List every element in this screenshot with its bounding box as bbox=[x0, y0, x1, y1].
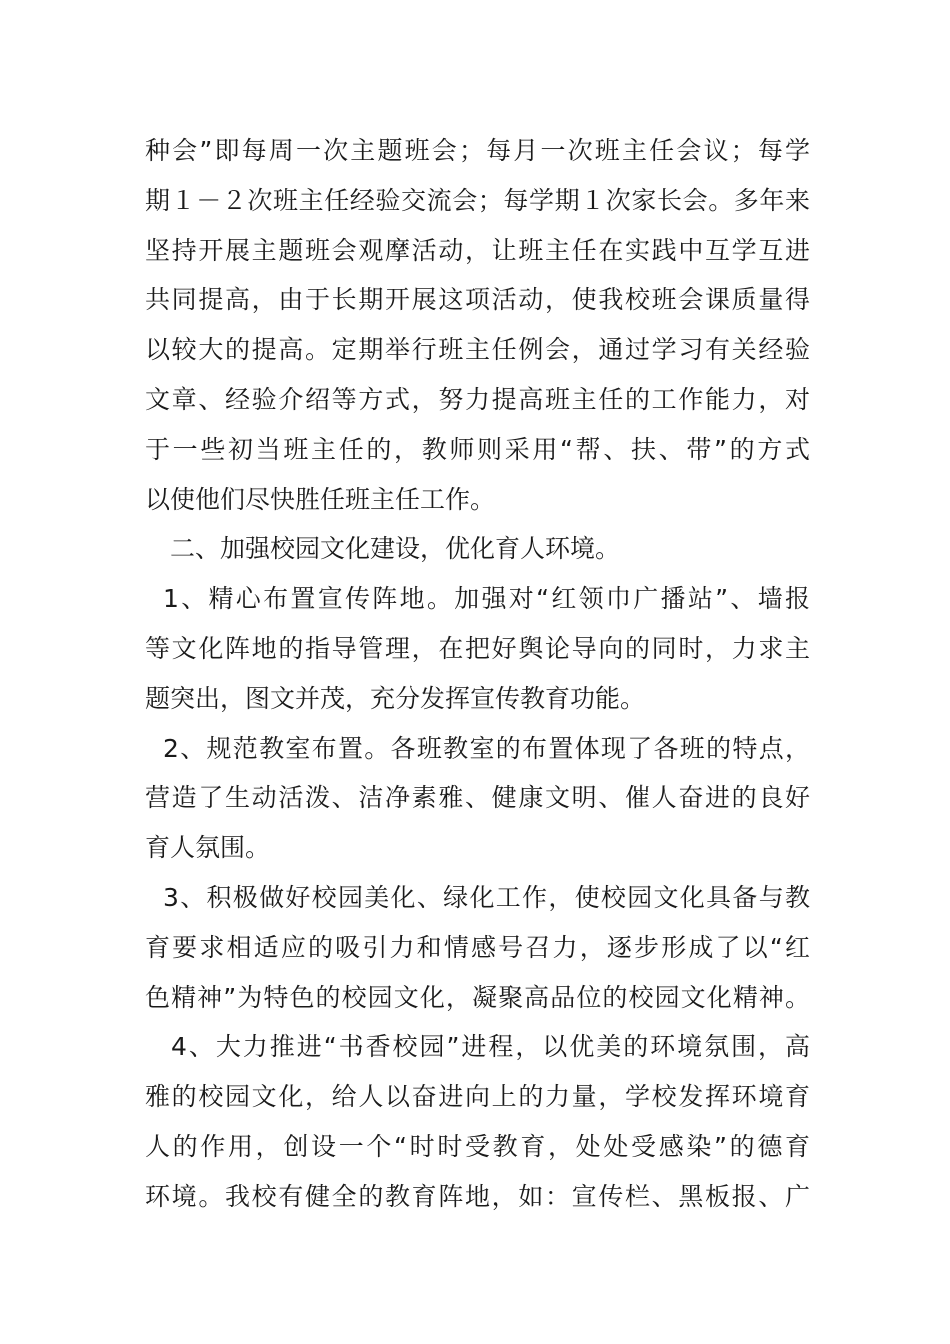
text-line: 人的作用，创设一个“时时受教育，处处受感染”的德育 bbox=[145, 1131, 810, 1161]
text-line: 以较大的提高。定期举行班主任例会，通过学习有关经验 bbox=[145, 335, 810, 365]
text-line: 文章、经验介绍等方式，努力提高班主任的工作能力，对 bbox=[145, 384, 810, 414]
text-line: 等文化阵地的指导管理，在把好舆论导向的同时，力求主 bbox=[145, 633, 810, 663]
document-body bbox=[145, 126, 810, 1222]
text-line: 期１－２次班主任经验交流会；每学期１次家长会。多年来 bbox=[145, 185, 810, 215]
text-line: 共同提高，由于长期开展这项活动，使我校班会课质量得 bbox=[145, 285, 810, 315]
text-line: 育要求相适应的吸引力和情感号召力，逐步形成了以“红 bbox=[145, 932, 810, 962]
text-line: 题突出，图文并茂，充分发挥宣传教育功能。 bbox=[145, 683, 646, 713]
text-line: 育人氛围。 bbox=[145, 833, 271, 863]
text-line: 于一些初当班主任的，教师则采用“帮、扶、带”的方式 bbox=[145, 434, 810, 464]
text-line: 环境。我校有健全的教育阵地，如：宣传栏、黑板报、广 bbox=[145, 1181, 810, 1211]
text-line: 雅的校园文化，给人以奋进向上的力量，学校发挥环境育 bbox=[145, 1082, 810, 1112]
text-line: 3、积极做好校园美化、绿化工作，使校园文化具备与教 bbox=[163, 882, 810, 912]
text-line: 色精神”为特色的校园文化，凝聚高品位的校园文化精神。 bbox=[145, 982, 810, 1012]
text-line: 营造了生动活泼、洁净素雅、健康文明、催人奋进的良好 bbox=[145, 783, 810, 813]
text-line: 1、精心布置宣传阵地。加强对“红领巾广播站”、墙报 bbox=[163, 584, 810, 614]
text-line: 4、大力推进“书香校园”进程，以优美的环境氛围，高 bbox=[171, 1032, 810, 1062]
text-line: 坚持开展主题班会观摩活动，让班主任在实践中互学互进 bbox=[145, 235, 810, 265]
text-line: 2、规范教室布置。各班教室的布置体现了各班的特点， bbox=[163, 733, 810, 763]
text-line: 以使他们尽快胜任班主任工作。 bbox=[145, 484, 496, 514]
text-line: 种会”即每周一次主题班会；每月一次班主任会议；每学 bbox=[145, 136, 810, 165]
section-heading: 二、加强校园文化建设，优化育人环境。 bbox=[170, 534, 621, 564]
